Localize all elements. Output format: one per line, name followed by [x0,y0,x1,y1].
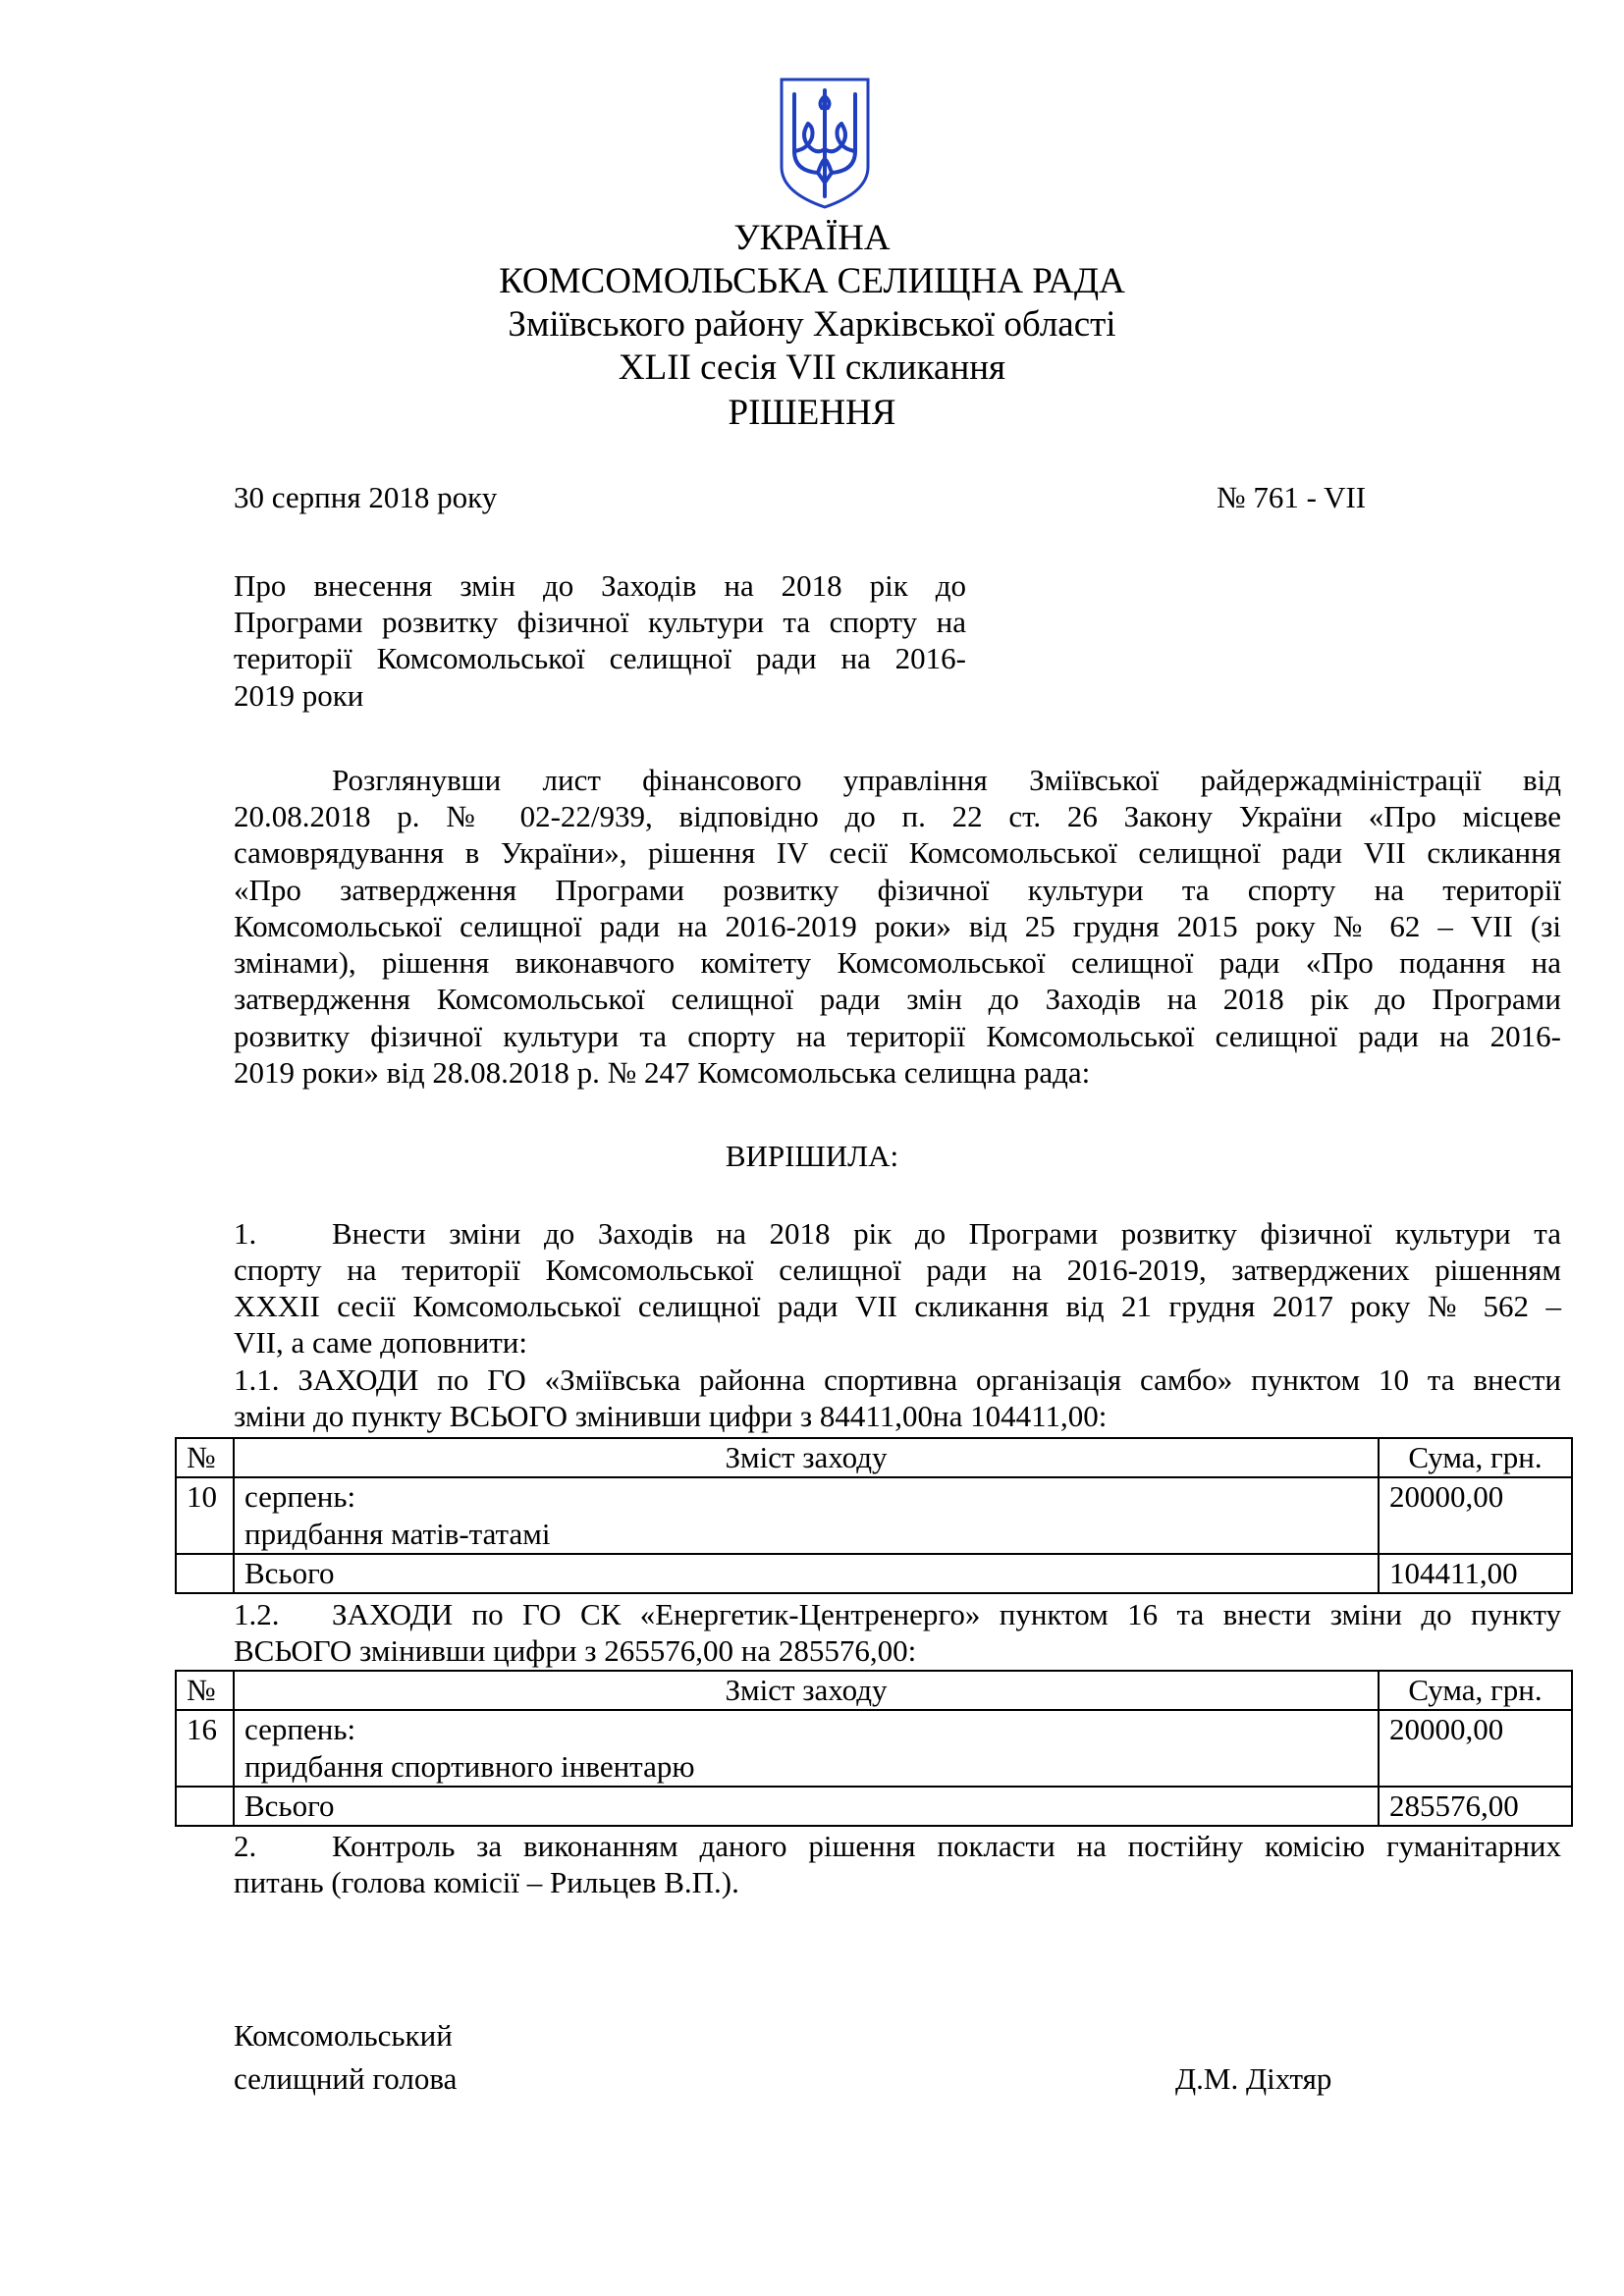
item2-number: 2. [234,1829,257,1863]
header-council: КОМСОМОЛЬСЬКА СЕЛИЩНА РАДА [499,261,1125,301]
table-header-row [176,1438,1572,1477]
preamble-line: самоврядування в України», рішення IV сесії Комсомольської селищної ради VII скликання [234,835,1561,870]
measures-table-2 [175,1670,1573,1827]
total-sum: 104411,00 [1379,1554,1572,1593]
row-month: серпень: [244,1712,356,1746]
signature-title-line2: селищний голова [234,2061,458,2096]
subject-line: 2019 роки [234,678,364,713]
preamble-line: розвитку фізичної культури та спорту на території Комсомольської селищної ради на 2016- [234,1019,1561,1053]
row-number: 10 [176,1477,234,1554]
subject-line: території Комсомольської селищної ради на 2016- [234,641,966,675]
decision-number: № 761 - VII [1217,480,1367,514]
table-row [176,1710,1572,1787]
total-label: Всього [234,1554,1379,1593]
preamble-line: Комсомольської селищної ради на 2016-2019 роки» від 25 грудня 2015 року № 62 – VII (зі [234,909,1561,943]
preamble-line: 2019 роки» від 28.08.2018 р. № 247 Комсомольська селищна рада: [234,1055,1091,1090]
item2-line: Контроль за виконанням даного рішення покласти на постійну комісію гуманітарних [332,1829,1561,1863]
item1-line: Внести зміни до Заходів на 2018 рік до Програми розвитку фізичної культури та [332,1216,1561,1251]
table-total-row [176,1554,1572,1593]
header-district: Зміївського району Харківської області [508,304,1116,345]
total-number-cell [176,1787,234,1826]
item1-number: 1. [234,1216,257,1251]
row-number: 16 [176,1710,234,1787]
total-number-cell [176,1554,234,1593]
item1-1-line: зміни до пункту ВСЬОГО змінивши цифри з 84411,00на 104411,00: [234,1399,1108,1433]
item1-line: VII, а саме доповнити: [234,1325,527,1360]
table-header-row [176,1671,1572,1710]
signatory-name: Д.М. Діхтяр [1175,2061,1332,2096]
row-sum: 20000,00 [1379,1710,1572,1787]
item1-line: спорту на території Комсомольської селищної ради на 2016-2019, затверджених рішенням [234,1253,1561,1287]
preamble-line: затвердження Комсомольської селищної ради змін до Заходів на 2018 рік до Програми [234,982,1561,1016]
total-label: Всього [234,1787,1379,1826]
subject-line: Про внесення змін до Заходів на 2018 рік до [234,568,966,603]
col-header-content: Зміст заходу [234,1438,1379,1477]
item2-line: питань (голова комісії – Рильцев В.П.). [234,1865,739,1899]
row-description: придбання матів-татамі [244,1517,551,1551]
preamble-line: «Про затвердження Програми розвитку фізичної культури та спорту на території [234,873,1561,907]
table-row [176,1477,1572,1554]
item1-2-line: ЗАХОДИ по ГО СК «Енергетик-Центренерго» пунктом 16 та внести зміни до пункту [332,1597,1561,1631]
header-session: XLII сесія VII скликання [618,347,1006,388]
item1-2-line: ВСЬОГО змінивши цифри з 265576,00 на 285576,00: [234,1633,917,1668]
row-description: придбання спортивного інвентарю [244,1749,695,1784]
row-content [234,1477,1379,1554]
row-month: серпень: [244,1479,356,1514]
total-sum: 285576,00 [1379,1787,1572,1826]
item1-1-line: 1.1. ЗАХОДИ по ГО «Зміївська районна спортивна організація самбо» пунктом 10 та внести [234,1362,1561,1397]
subject-line: Програми розвитку фізичної культури та спорту на [234,605,966,639]
preamble-line: 20.08.2018 р. № 02-22/939, відповідно до п. 22 ст. 26 Закону України «Про місцеве [234,799,1561,833]
row-content [234,1710,1379,1787]
col-header-sum: Сума, грн. [1379,1671,1572,1710]
header-country: УКРАЇНА [733,218,891,258]
measures-table-1 [175,1437,1573,1594]
col-header-content: Зміст заходу [234,1671,1379,1710]
col-header-sum: Сума, грн. [1379,1438,1572,1477]
table-total-row [176,1787,1572,1826]
header-doc-type: РІШЕННЯ [728,393,896,433]
signature-title-line1: Комсомольський [234,2018,453,2053]
row-sum: 20000,00 [1379,1477,1572,1554]
col-header-number: № [176,1438,234,1477]
decision-date: 30 серпня 2018 року [234,480,498,514]
preamble-line: Розглянувши лист фінансового управління Зміївської райдержадміністрації від [332,763,1561,797]
preamble-line: змінами), рішення виконавчого комітету Комсомольської селищної ради «Про подання на [234,945,1561,980]
col-header-number: № [176,1671,234,1710]
item1-2-number: 1.2. [234,1597,280,1631]
item1-line: XXXII сесії Комсомольської селищної ради VII скликання від 21 грудня 2017 року № 562 – [234,1289,1561,1323]
trident-emblem-icon [779,77,871,210]
decided-heading: ВИРІШИЛА: [725,1139,899,1173]
